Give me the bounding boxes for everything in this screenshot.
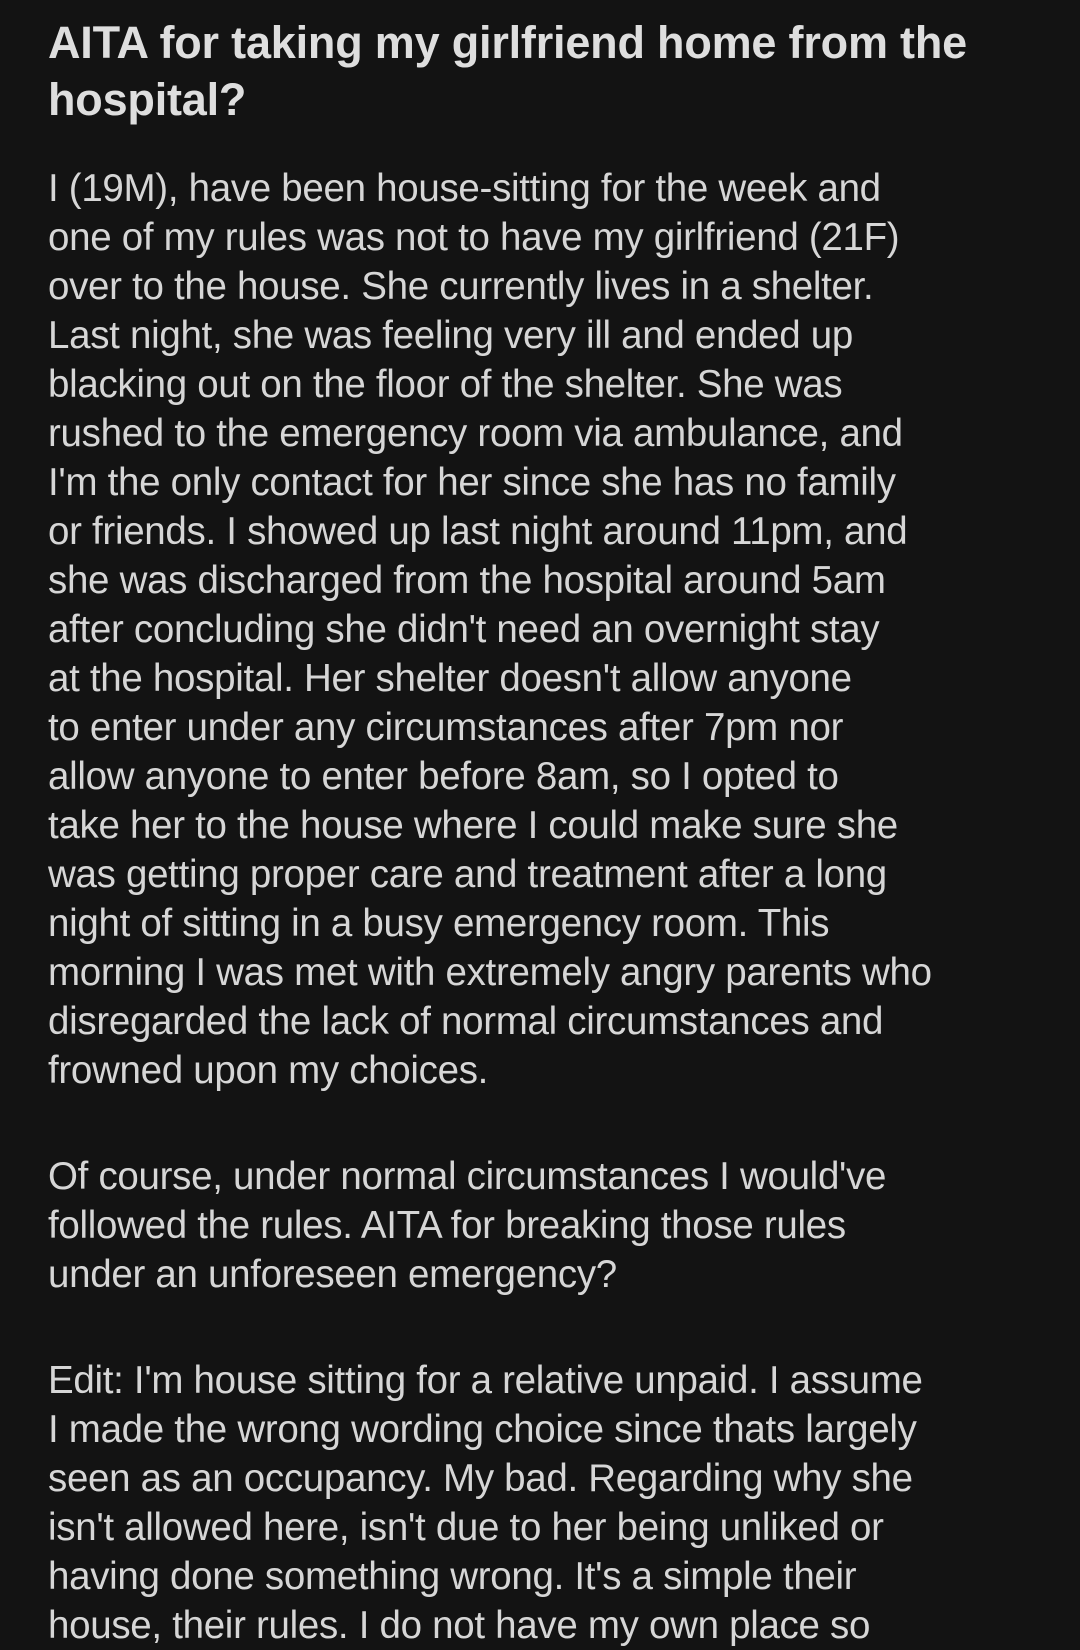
post-body-line: to enter under any circumstances after 7pm nor xyxy=(48,706,844,749)
post-body-line: under an unforeseen emergency? xyxy=(48,1253,617,1296)
post-body-line: was getting proper care and treatment after a long xyxy=(48,853,887,896)
post-title xyxy=(48,14,1048,128)
post-body-line: I (19M), have been house-sitting for the week and xyxy=(48,167,881,210)
post-body-line: after concluding she didn't need an overnight stay xyxy=(48,608,880,651)
post-body-line: I'm the only contact for her since she has no family xyxy=(48,461,896,504)
post-paragraph-edit xyxy=(48,1356,1048,1650)
post xyxy=(48,14,1048,1650)
post-title-line: hospital? xyxy=(48,74,247,125)
post-body xyxy=(48,164,1048,1650)
post-body-line: one of my rules was not to have my girlfriend (21F) xyxy=(48,216,900,259)
post-body-line: having done something wrong. It's a simple their xyxy=(48,1555,857,1598)
post-body-line: I made the wrong wording choice since thats largely xyxy=(48,1408,917,1451)
post-body-line: at the hospital. Her shelter doesn't allow anyone xyxy=(48,657,852,700)
post-body-line: blacking out on the floor of the shelter. She was xyxy=(48,363,843,406)
post-body-line: over to the house. She currently lives in a shelter. xyxy=(48,265,874,308)
post-body-line: night of sitting in a busy emergency room. This xyxy=(48,902,830,945)
post-body-line: followed the rules. AITA for breaking those rules xyxy=(48,1204,846,1247)
post-body-line: disregarded the lack of normal circumstances and xyxy=(48,1000,884,1043)
post-body-line: or friends. I showed up last night around 11pm, and xyxy=(48,510,908,553)
post-body-line: take her to the house where I could make sure she xyxy=(48,804,898,847)
post-title-line: AITA for taking my girlfriend home from the xyxy=(48,17,967,68)
post-body-line: rushed to the emergency room via ambulance, and xyxy=(48,412,903,455)
post-paragraph xyxy=(48,1152,1048,1299)
post-body-line: Of course, under normal circumstances I would've xyxy=(48,1155,887,1198)
post-body-line: isn't allowed here, isn't due to her being unliked or xyxy=(48,1506,884,1549)
post-body-line: she was discharged from the hospital around 5am xyxy=(48,559,886,602)
post-body-line: seen as an occupancy. My bad. Regarding why she xyxy=(48,1457,913,1500)
post-body-line: Edit: I'm house sitting for a relative unpaid. I assume xyxy=(48,1359,923,1402)
post-paragraph xyxy=(48,164,1048,1095)
post-body-line: house, their rules. I do not have my own place so xyxy=(48,1604,871,1647)
post-body-line: Last night, she was feeling very ill and ended up xyxy=(48,314,854,357)
post-body-line: morning I was met with extremely angry parents who xyxy=(48,951,932,994)
post-body-line: frowned upon my choices. xyxy=(48,1049,489,1092)
post-body-line: allow anyone to enter before 8am, so I opted to xyxy=(48,755,839,798)
